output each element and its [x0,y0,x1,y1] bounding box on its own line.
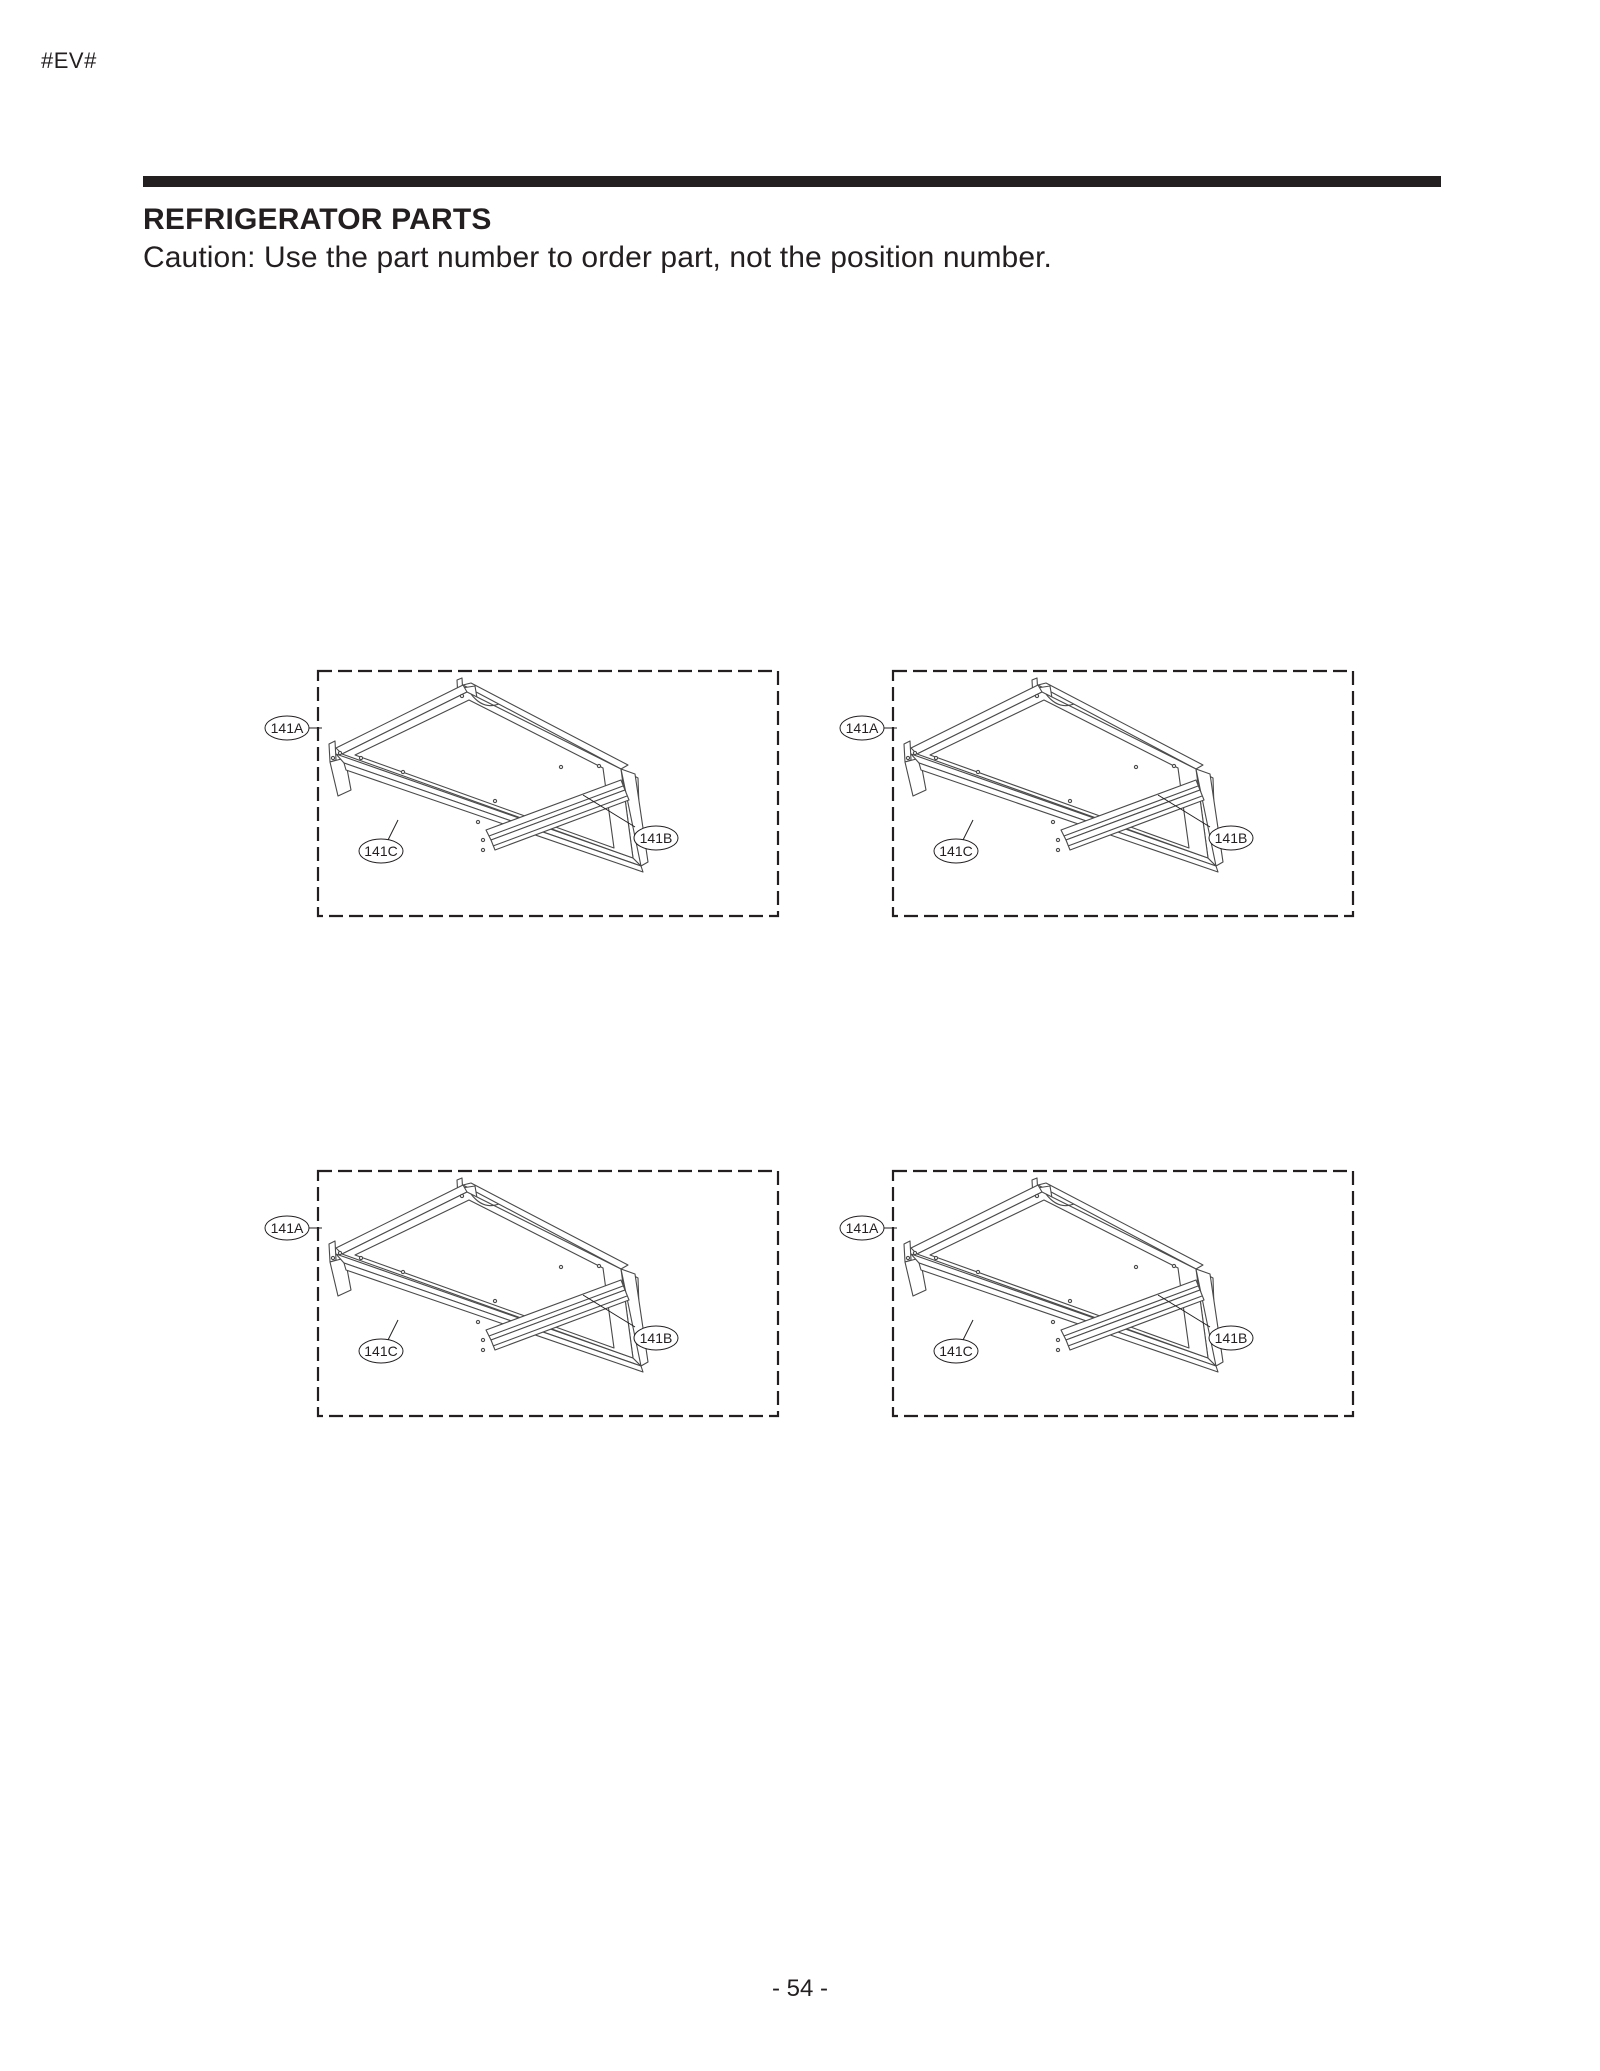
leader-line-c [963,820,973,840]
callout-141a [840,1216,884,1240]
svg-text:141C: 141C [939,1343,973,1359]
svg-text:141B: 141B [639,830,673,846]
callout-141b [1209,1326,1253,1350]
leader-line-c [388,1320,398,1340]
callout-141c [934,1339,978,1363]
svg-text:141A: 141A [845,1220,879,1236]
svg-text:141C: 141C [939,843,973,859]
shelf-diagram [243,1150,843,1440]
callout-141b [1209,826,1253,850]
callout-141a [265,716,309,740]
shelf-diagram [818,650,1418,940]
svg-text:141C: 141C [364,1343,398,1359]
caution-note: Caution: Use the part number to order part, not the position number. [143,241,1052,274]
callout-141c [359,839,403,863]
callout-141c [359,1339,403,1363]
document-code: #EV# [41,48,97,73]
shelf-diagram [818,1150,1418,1440]
callout-141a [265,1216,309,1240]
svg-text:141A: 141A [845,720,879,736]
shelf-diagram [243,650,843,940]
leader-line-c [388,820,398,840]
callout-141b [634,826,678,850]
svg-text:141A: 141A [270,720,304,736]
svg-text:141B: 141B [639,1330,673,1346]
header-rule [143,176,1441,187]
callout-141a [840,716,884,740]
callout-141c [934,839,978,863]
svg-text:141C: 141C [364,843,398,859]
callout-141b [634,1326,678,1350]
leader-line-c [963,1320,973,1340]
svg-text:141A: 141A [270,1220,304,1236]
svg-text:141B: 141B [1214,830,1248,846]
page-number: - 54 - [771,1975,828,2002]
svg-text:141B: 141B [1214,1330,1248,1346]
section-title: REFRIGERATOR PARTS [143,203,492,236]
